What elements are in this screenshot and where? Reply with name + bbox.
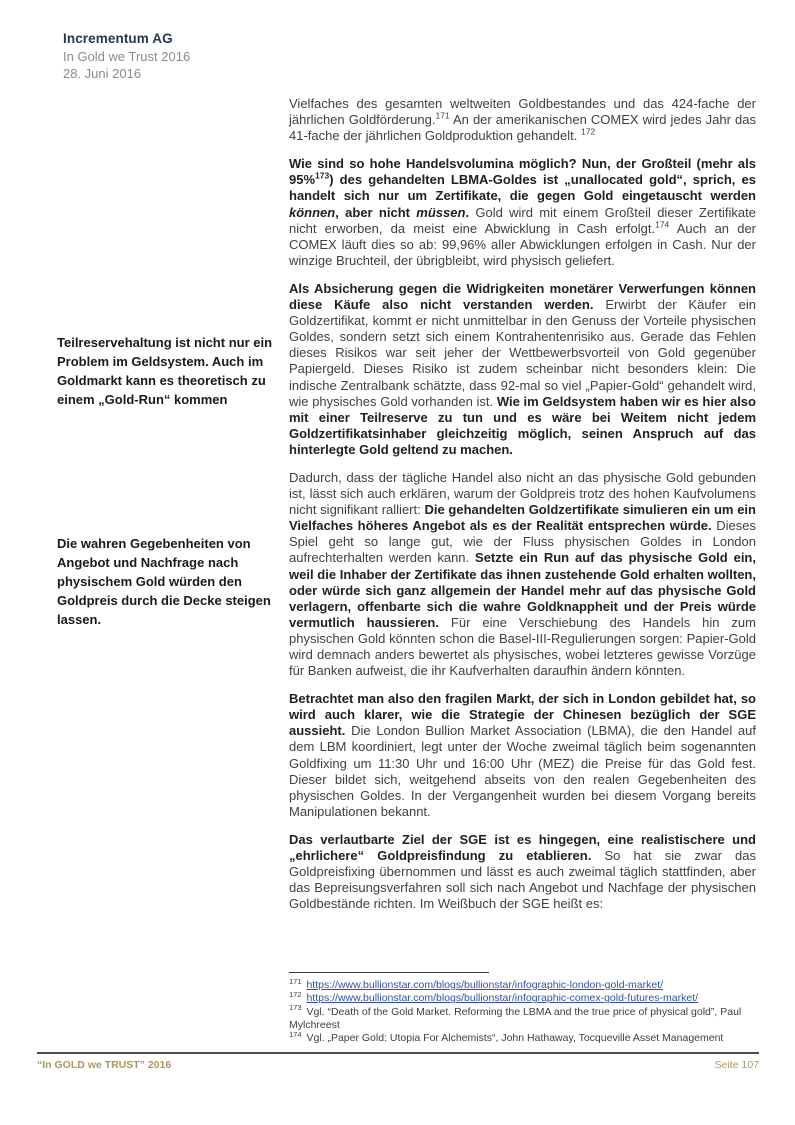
footnote-link[interactable]: https://www.bullionstar.com/blogs/bullionstar/infographic-comex-gold-futures-market/	[306, 992, 699, 1005]
footer-brand: “In GOLD we TRUST” 2016	[37, 1059, 172, 1071]
text-run: Vielfaches des gesamten weltweiten Goldbestandes und das 424-fache der jährlichen Goldförderung.	[289, 96, 756, 128]
paragraph-gold-run	[289, 470, 756, 679]
text-run: Das verlautbarte Ziel der SGE ist es hingegen, eine realistischere und „ehrlichere“ Goldpreisfindung zu etablieren.	[289, 831, 756, 864]
footnote-text: Vgl. “Death of the Gold Market. Reforming the LBMA and the true price of physical gold”, Paul Mylchreest	[289, 1005, 742, 1031]
text-run: Wie im Geldsystem haben wir es hier also mit einer Teilreserve zu tun und es wäre bei Weitem nicht jedem Goldzertifikatsinhaber gleichzeitig möglich, seinen Anspruch auf das hinterlegte Gold geltend zu machen.	[289, 393, 756, 457]
footnote-ref: 171	[435, 110, 450, 121]
footnote-174	[289, 1029, 761, 1045]
footnotes-section	[289, 972, 761, 1045]
company-name: Incrementum AG	[63, 31, 173, 46]
text-run: können	[289, 204, 336, 220]
text-run: Erwirbt der Käufer ein Goldzertifikat, kommt er nicht unmittelbar in den Genuss der Vorteile physischen Goldes, sondern setzt sich einem Kontrahentenrisiko aus. Gerade das Fehlen dieses Risikos war seit jeher der Wettbewerbsvorteil von Gold gegenüber Papiergeld. Dieses Risiko ist zudem scheinbar nicht besonders klein: Die indische Zentralbank schätzte, dass 92-mal so viel „Papier-Gold“ gehandelt wird, wie physisches Gold vorhanden ist.	[289, 297, 756, 409]
paragraph-sge-ziel	[289, 832, 756, 912]
footnote-ref: 172	[580, 126, 596, 137]
footnote-marker: 173	[289, 1003, 302, 1013]
footnote-marker: 172	[289, 989, 302, 999]
text-run: Die London Bullion Market Association (LBMA), die den Handel auf dem LBM koordiniert, legt unter der Woche zweimal täglich beim sogenannten Goldfixing um 11:30 Uhr und 16:00 Uhr (MEZ) die Preise für das Gold fest. Dieser bildet sich, weitgehend abseits von den realen Gegebenheiten des physischen Goldes. In der Vergangenheit wurden bei diesem Vorgang bereits Manipulationen bekannt.	[289, 723, 756, 819]
text-run: Dieses Spiel geht so lange gut, wie der Fluss physischen Goldes in London aufrechterhalten werden kann.	[289, 518, 756, 566]
text-run: So hat sie zwar das Goldpreisfixing übernommen und lässt es auch zweimal täglich stattfinden, aber das Bepreisungsverfahren soll sich nach Angebot und Nachfage der physischen Goldbestände richten. Im Weißbuch der SGE heißt es:	[289, 848, 756, 912]
text-run: Auch an der COMEX läuft dies so ab: 99,96% aller Abwicklungen erfolgen in Cash. Nur der winzige Bruchteil, der übrigbleibt, wird physisch geliefert.	[289, 220, 756, 268]
footnote-divider	[289, 972, 489, 973]
text-run: , aber nicht	[335, 204, 417, 220]
body-column	[289, 96, 756, 924]
text-run: ) des gehandelten LBMA-Goldes ist „unallocated gold“, sprich, es handelt sich nur um Zertifikate, die gegen Gold eingetauscht werden	[289, 172, 756, 204]
footnote-text: Vgl. „Paper Gold: Utopia For Alchemists“, John Hathaway, Tocqueville Asset Management	[306, 1032, 724, 1045]
text-run: müssen	[416, 204, 466, 220]
paragraph-lbma-fixing	[289, 691, 756, 820]
footnote-link[interactable]: https://www.bullionstar.com/blogs/bullionstar/infographic-london-gold-market/	[306, 979, 664, 991]
footer-page-number: Seite 107	[714, 1059, 759, 1071]
footnote-marker: 171	[289, 976, 302, 986]
text-run: Für eine Verschiebung des Handels hin zum physischen Gold könnten schon die Basel-III-Regulierungen sorgen: Papier-Gold wird demnach anders bewertet als physisches, wobei letzteres gewisse Vorzüge für Banken aufweist, die ihr Kaufverhalten daraufhin ändern könnten.	[289, 614, 756, 679]
footnote-172	[289, 989, 761, 1005]
report-title: In Gold we Trust 2016	[63, 49, 191, 64]
footnote-marker: 174	[289, 1029, 302, 1039]
paragraph-trading-volume	[289, 96, 756, 144]
text-run: An der amerikanischen COMEX wird jedes Jahr das 41-fache der jährlichen Goldproduktion gehandelt.	[289, 112, 756, 144]
footnote-173	[289, 1003, 761, 1033]
page-footer	[37, 1052, 759, 1071]
footnote-171	[289, 976, 761, 992]
text-run: Die gehandelten Goldzertifikate simulieren ein um ein Vielfaches höheres Angebot als es der Realität entsprechen würde.	[289, 502, 756, 534]
report-date: 28. Juni 2016	[63, 65, 142, 81]
text-run: Dadurch, dass der tägliche Handel also nicht an das physische Gold gebunden ist, lässt sich auch erklären, warum der Goldpreis trotz des hohen Kaufvolumens nicht signifikant ralliert:	[289, 469, 756, 518]
paragraph-unallocated-gold	[289, 156, 756, 269]
text-run: Als Absicherung gegen die Widrigkeiten monetärer Verwerfungen können diese Käufe also nicht verstanden werden.	[289, 280, 756, 313]
footnote-ref: 174	[655, 219, 670, 230]
text-run: Wie sind so hohe Handelsvolumina möglich? Nun, der Großteil (mehr als 95%	[289, 156, 756, 188]
margin-note-angebot-nachfrage: Die wahren Gegebenheiten von Angebot und Nachfrage nach physischem Gold würden den Goldpreis durch die Decke steigen lassen.	[57, 536, 271, 627]
text-run: Setzte ein Run auf das physische Gold ein, weil die Inhaber der Zertifikate das ihnen zustehende Gold erhalten wollten, oder würde sich ganz allgemein der Handel mehr auf das physische Gold verlagern, offenbarte sich die wahre Goldknappheit und der Preis würde vermutlich haussieren.	[289, 550, 756, 630]
text-run: Gold wird mit einem Großteil dieser Zertifikate nicht erworben, da meist eine Abwicklung in Cash erfolgt.	[289, 204, 756, 236]
page-header	[63, 31, 190, 82]
margin-note-teilreserve: Teilreservehaltung ist nicht nur ein Problem im Geldsystem. Auch im Goldmarkt kann es theoretisch zu einem „Gold-Run“ kommen	[57, 335, 273, 407]
text-run: Betrachtet man also den fragilen Markt, der sich in London gebildet hat, so wird auch klarer, wie die Strategie der Chinesen bezüglich der SGE aussieht.	[289, 691, 756, 739]
text-run: .	[465, 204, 470, 220]
footer-row	[37, 1054, 759, 1071]
footnote-ref: 173	[315, 171, 330, 182]
paragraph-teilreserve	[289, 281, 756, 458]
